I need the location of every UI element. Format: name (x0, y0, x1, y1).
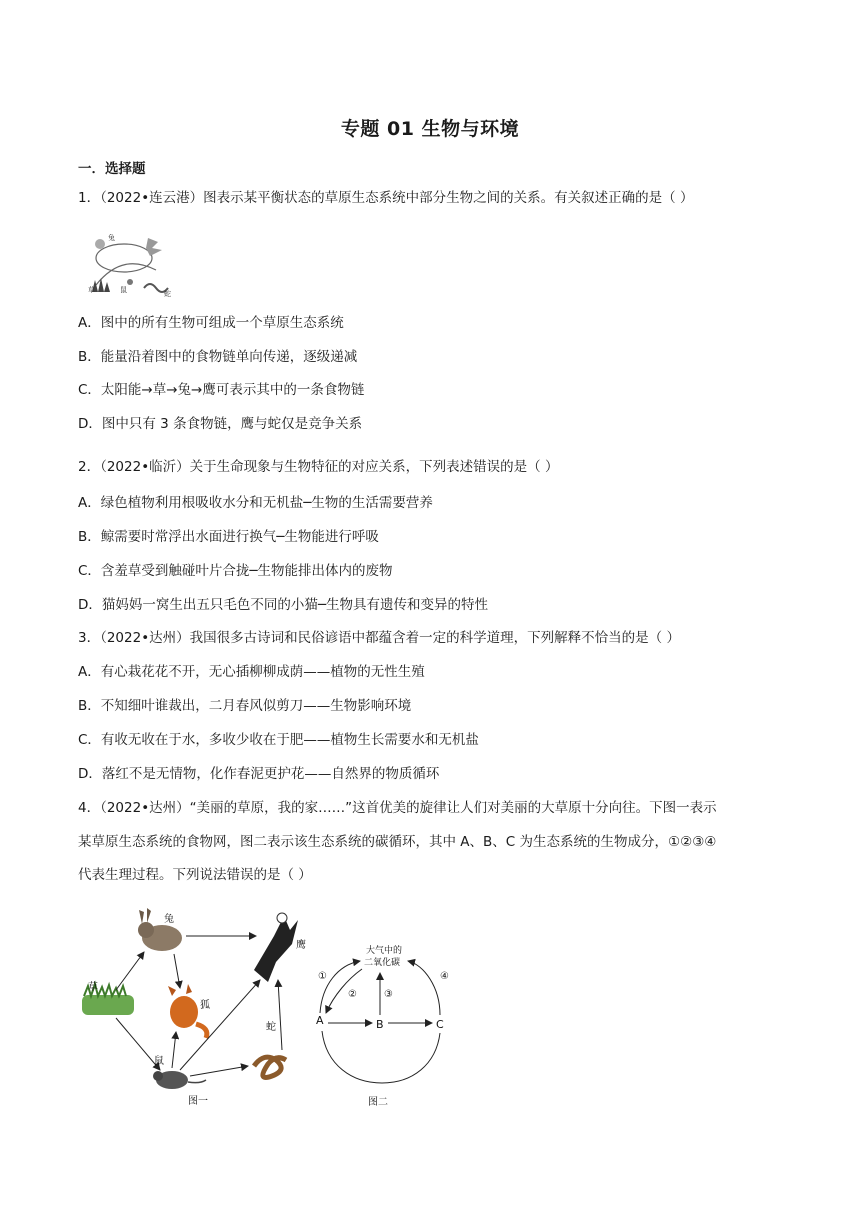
q2-option-a: A．绿色植物利用根吸收水分和无机盐─生物的生活需要营养 (78, 495, 433, 511)
q2-option-b: B．鲸需要时常浮出水面进行换气─生物能进行呼吸 (78, 529, 379, 545)
q4-stem-line2: 某草原生态系统的食物网，图二表示该生态系统的碳循环，其中 A、B、C 为生态系统的生物成分，①②③④ (78, 834, 717, 850)
eagle-icon (254, 913, 298, 982)
snake-icon (254, 1057, 286, 1077)
fig1-caption: 图一 (188, 1096, 208, 1107)
fig1-rabbit-label: 兔 (164, 914, 174, 925)
fig1-fox-label: 狐 (200, 1000, 210, 1011)
mouse-icon (153, 1071, 206, 1089)
q2-option-c: C．含羞草受到触碰叶片合拢─生物能排出体内的废物 (78, 563, 393, 579)
fig2-process-2: ② (348, 989, 357, 1000)
q3-option-b: B．不知细叶谁裁出，二月春风似剪刀——生物影响环境 (78, 698, 412, 714)
fig2-process-1: ① (318, 971, 327, 982)
q3-stem: 3．（2022•达州）我国很多古诗词和民俗谚语中都蕴含着一定的科学道理，下列解释不恰当的是（ ） (78, 630, 680, 646)
rabbit-icon (138, 908, 182, 951)
q1-option-b: B．能量沿着图中的食物链单向传递，逐级递减 (78, 349, 358, 365)
fig1-snake-label: 蛇 (266, 1022, 276, 1033)
q1-fig-grass-label: 草 (88, 286, 95, 294)
fig2-process-3: ③ (384, 989, 393, 1000)
q3-option-d: D．落红不是无情物，化作春泥更护花——自然界的物质循环 (78, 766, 440, 782)
section-heading: 一．选择题 (78, 161, 146, 177)
fig2-atmos-line1: 大气中的 (366, 946, 403, 956)
q4-stem-line3: 代表生理过程。下列说法错误的是（ ） (78, 867, 312, 883)
q4-stem-line1: 4．（2022•达州）“美丽的草原，我的家……”这首优美的旋律让人们对美丽的大草原十分向往。下图一表示 (78, 800, 717, 816)
q1-stem: 1．（2022•连云港）图表示某平衡状态的草原生态系统中部分生物之间的关系。有关叙述正确的是（ ） (78, 190, 694, 206)
fig2-process-4: ④ (440, 971, 449, 982)
fig1-eagle-label: 鹰 (296, 940, 306, 951)
fig2-node-c: C (436, 1018, 444, 1031)
q1-option-a: A．图中的所有生物可组成一个草原生态系统 (78, 315, 344, 331)
fig1-grass-label: 草 (88, 982, 98, 993)
q1-option-d: D．图中只有 3 条食物链，鹰与蛇仅是竞争关系 (78, 416, 363, 432)
fox-icon (168, 984, 207, 1038)
q1-fig-snake-label: 蛇 (164, 290, 171, 298)
q2-stem: 2．（2022•临沂）关于生命现象与生物特征的对应关系，下列表述错误的是（ ） (78, 459, 559, 475)
fig2-node-a: A (316, 1014, 324, 1027)
fig1-mouse-label: 鼠 (154, 1056, 164, 1067)
fig2-atmos-line2: 二氧化碳 (364, 958, 401, 968)
fig2-node-b: B (376, 1018, 384, 1031)
q1-option-c: C．太阳能→草→兔→鹰可表示其中的一条食物链 (78, 382, 365, 398)
q1-food-web-figure (86, 230, 176, 300)
page-title: 专题 01 生物与环境 (340, 118, 520, 140)
q4-food-web-figure (76, 900, 316, 1110)
q3-option-c: C．有收无收在于水，多收少收在于肥——植物生长需要水和无机盐 (78, 732, 479, 748)
q2-option-d: D．猫妈妈一窝生出五只毛色不同的小猫─生物具有遗传和变异的特性 (78, 597, 489, 613)
q4-carbon-cycle-figure (312, 935, 462, 1110)
q1-fig-mouse-label: 鼠 (120, 286, 127, 294)
q3-option-a: A．有心栽花花不开，无心插柳柳成荫——植物的无性生殖 (78, 664, 425, 680)
q1-fig-rabbit-label: 兔 (108, 234, 115, 242)
fig2-caption: 图二 (368, 1097, 388, 1108)
